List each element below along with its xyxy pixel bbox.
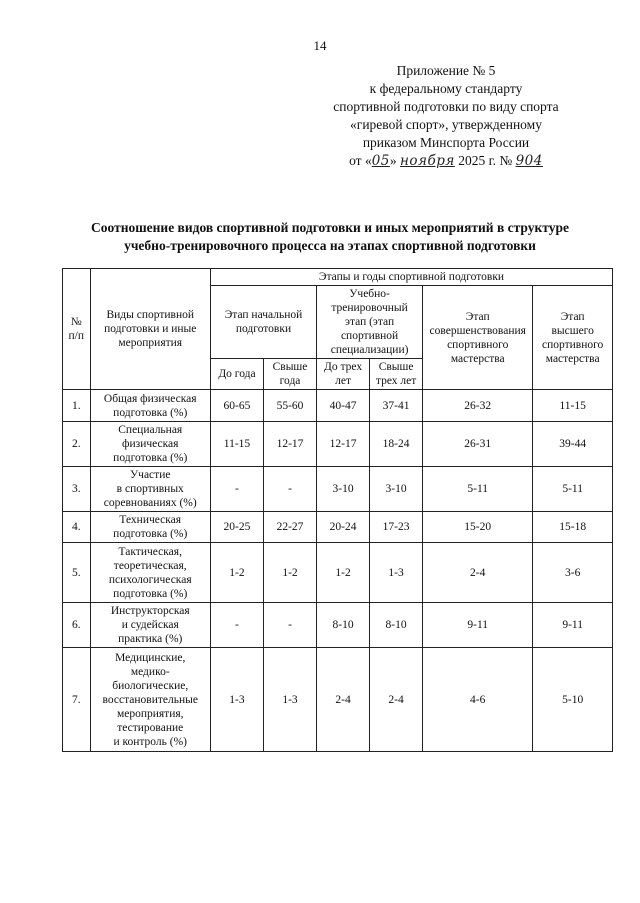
header-training-up-to-3: До трех лет	[317, 359, 370, 390]
row-number: 3.	[63, 467, 91, 512]
title-line-2: учебно-тренировочного процесса на этапах спортивной подготовки	[124, 238, 536, 253]
row-value: 22-27	[263, 512, 316, 543]
row-value: 1-2	[317, 543, 370, 603]
order-year: 2025 г. №	[458, 153, 513, 168]
row-activity-name: Общая физическая подготовка (%)	[90, 390, 210, 422]
order-number-handwritten: 904	[515, 153, 543, 169]
appendix-line: спортивной подготовки по виду спорта	[333, 99, 559, 114]
table-body	[63, 390, 613, 752]
row-value: 2-4	[423, 543, 533, 603]
appendix-line: к федеральному стандарту	[369, 81, 523, 96]
row-value: 26-31	[423, 422, 533, 467]
row-value: 5-10	[533, 648, 613, 752]
row-value: 20-24	[317, 512, 370, 543]
row-value: 18-24	[370, 422, 423, 467]
row-number: 7.	[63, 648, 91, 752]
table-row	[63, 390, 613, 422]
row-value: 17-23	[370, 512, 423, 543]
row-value: 3-10	[370, 467, 423, 512]
row-value: 26-32	[423, 390, 533, 422]
row-value: 9-11	[533, 603, 613, 648]
row-value: 11-15	[533, 390, 613, 422]
order-day-handwritten: 05	[371, 153, 390, 169]
row-value: 11-15	[210, 422, 263, 467]
row-value: -	[263, 603, 316, 648]
row-value: 12-17	[317, 422, 370, 467]
header-initial-stage: Этап начальной подготовки	[210, 286, 316, 359]
row-value: 15-20	[423, 512, 533, 543]
table-row	[63, 543, 613, 603]
row-activity-name: Специальная физическая подготовка (%)	[90, 422, 210, 467]
training-ratio-table	[62, 268, 613, 752]
row-number: 5.	[63, 543, 91, 603]
row-activity-name: Тактическая, теоретическая, психологическая подготовка (%)	[90, 543, 210, 603]
row-value: 8-10	[317, 603, 370, 648]
header-higher-stage: Этап высшего спортивного мастерства	[533, 286, 613, 390]
row-value: 5-11	[533, 467, 613, 512]
header-initial-up-to-year: До года	[210, 359, 263, 390]
row-number: 6.	[63, 603, 91, 648]
row-value: 12-17	[263, 422, 316, 467]
row-value: 4-6	[423, 648, 533, 752]
row-value: 1-3	[210, 648, 263, 752]
row-value: 40-47	[317, 390, 370, 422]
order-mid: »	[389, 153, 397, 168]
header-kinds: Виды спортивной подготовки и иные мероприятия	[90, 269, 210, 390]
table-row	[63, 467, 613, 512]
header-training-over-3: Свыше трех лет	[370, 359, 423, 390]
row-activity-name: Медицинские, медико- биологические, восстановительные мероприятия, тестирование и контроль (%)	[90, 648, 210, 752]
page-number: 14	[313, 38, 327, 53]
row-value: 8-10	[370, 603, 423, 648]
appendix-header	[296, 62, 596, 170]
row-value: 3-10	[317, 467, 370, 512]
order-line	[296, 152, 596, 170]
row-value: -	[263, 467, 316, 512]
table-row	[63, 512, 613, 543]
row-value: -	[210, 603, 263, 648]
appendix-line: «гиревой спорт», утвержденному	[350, 117, 542, 132]
row-value: 9-11	[423, 603, 533, 648]
table-row	[63, 603, 613, 648]
header-training-stage: Учебно- тренировочный этап (этап спортивной специализации)	[317, 286, 423, 359]
row-number: 4.	[63, 512, 91, 543]
row-value: 15-18	[533, 512, 613, 543]
row-activity-name: Техническая подготовка (%)	[90, 512, 210, 543]
row-value: 1-3	[370, 543, 423, 603]
row-value: 37-41	[370, 390, 423, 422]
row-value: 60-65	[210, 390, 263, 422]
row-value: 39-44	[533, 422, 613, 467]
row-value: 1-2	[210, 543, 263, 603]
row-activity-name: Участие в спортивных соревнованиях (%)	[90, 467, 210, 512]
row-value: 1-2	[263, 543, 316, 603]
table-row	[63, 422, 613, 467]
row-value: -	[210, 467, 263, 512]
row-value: 20-25	[210, 512, 263, 543]
header-number: № п/п	[63, 269, 91, 390]
header-initial-over-year: Свыше года	[263, 359, 316, 390]
order-month-handwritten: ноября	[400, 153, 455, 169]
appendix-line: приказом Минспорта России	[362, 135, 530, 150]
row-activity-name: Инструкторская и судейская практика (%)	[90, 603, 210, 648]
row-value: 5-11	[423, 467, 533, 512]
header-stages: Этапы и годы спортивной подготовки	[210, 269, 612, 286]
row-value: 3-6	[533, 543, 613, 603]
row-number: 2.	[63, 422, 91, 467]
appendix-line: Приложение № 5	[396, 63, 496, 78]
document-title	[40, 219, 620, 255]
order-prefix: от «	[349, 153, 372, 168]
row-value: 55-60	[263, 390, 316, 422]
title-line-1: Соотношение видов спортивной подготовки и иных мероприятий в структуре	[91, 220, 569, 235]
row-value: 1-3	[263, 648, 316, 752]
row-number: 1.	[63, 390, 91, 422]
row-value: 2-4	[317, 648, 370, 752]
header-improvement-stage: Этап совершенствования спортивного мастерства	[423, 286, 533, 390]
table-row	[63, 648, 613, 752]
row-value: 2-4	[370, 648, 423, 752]
